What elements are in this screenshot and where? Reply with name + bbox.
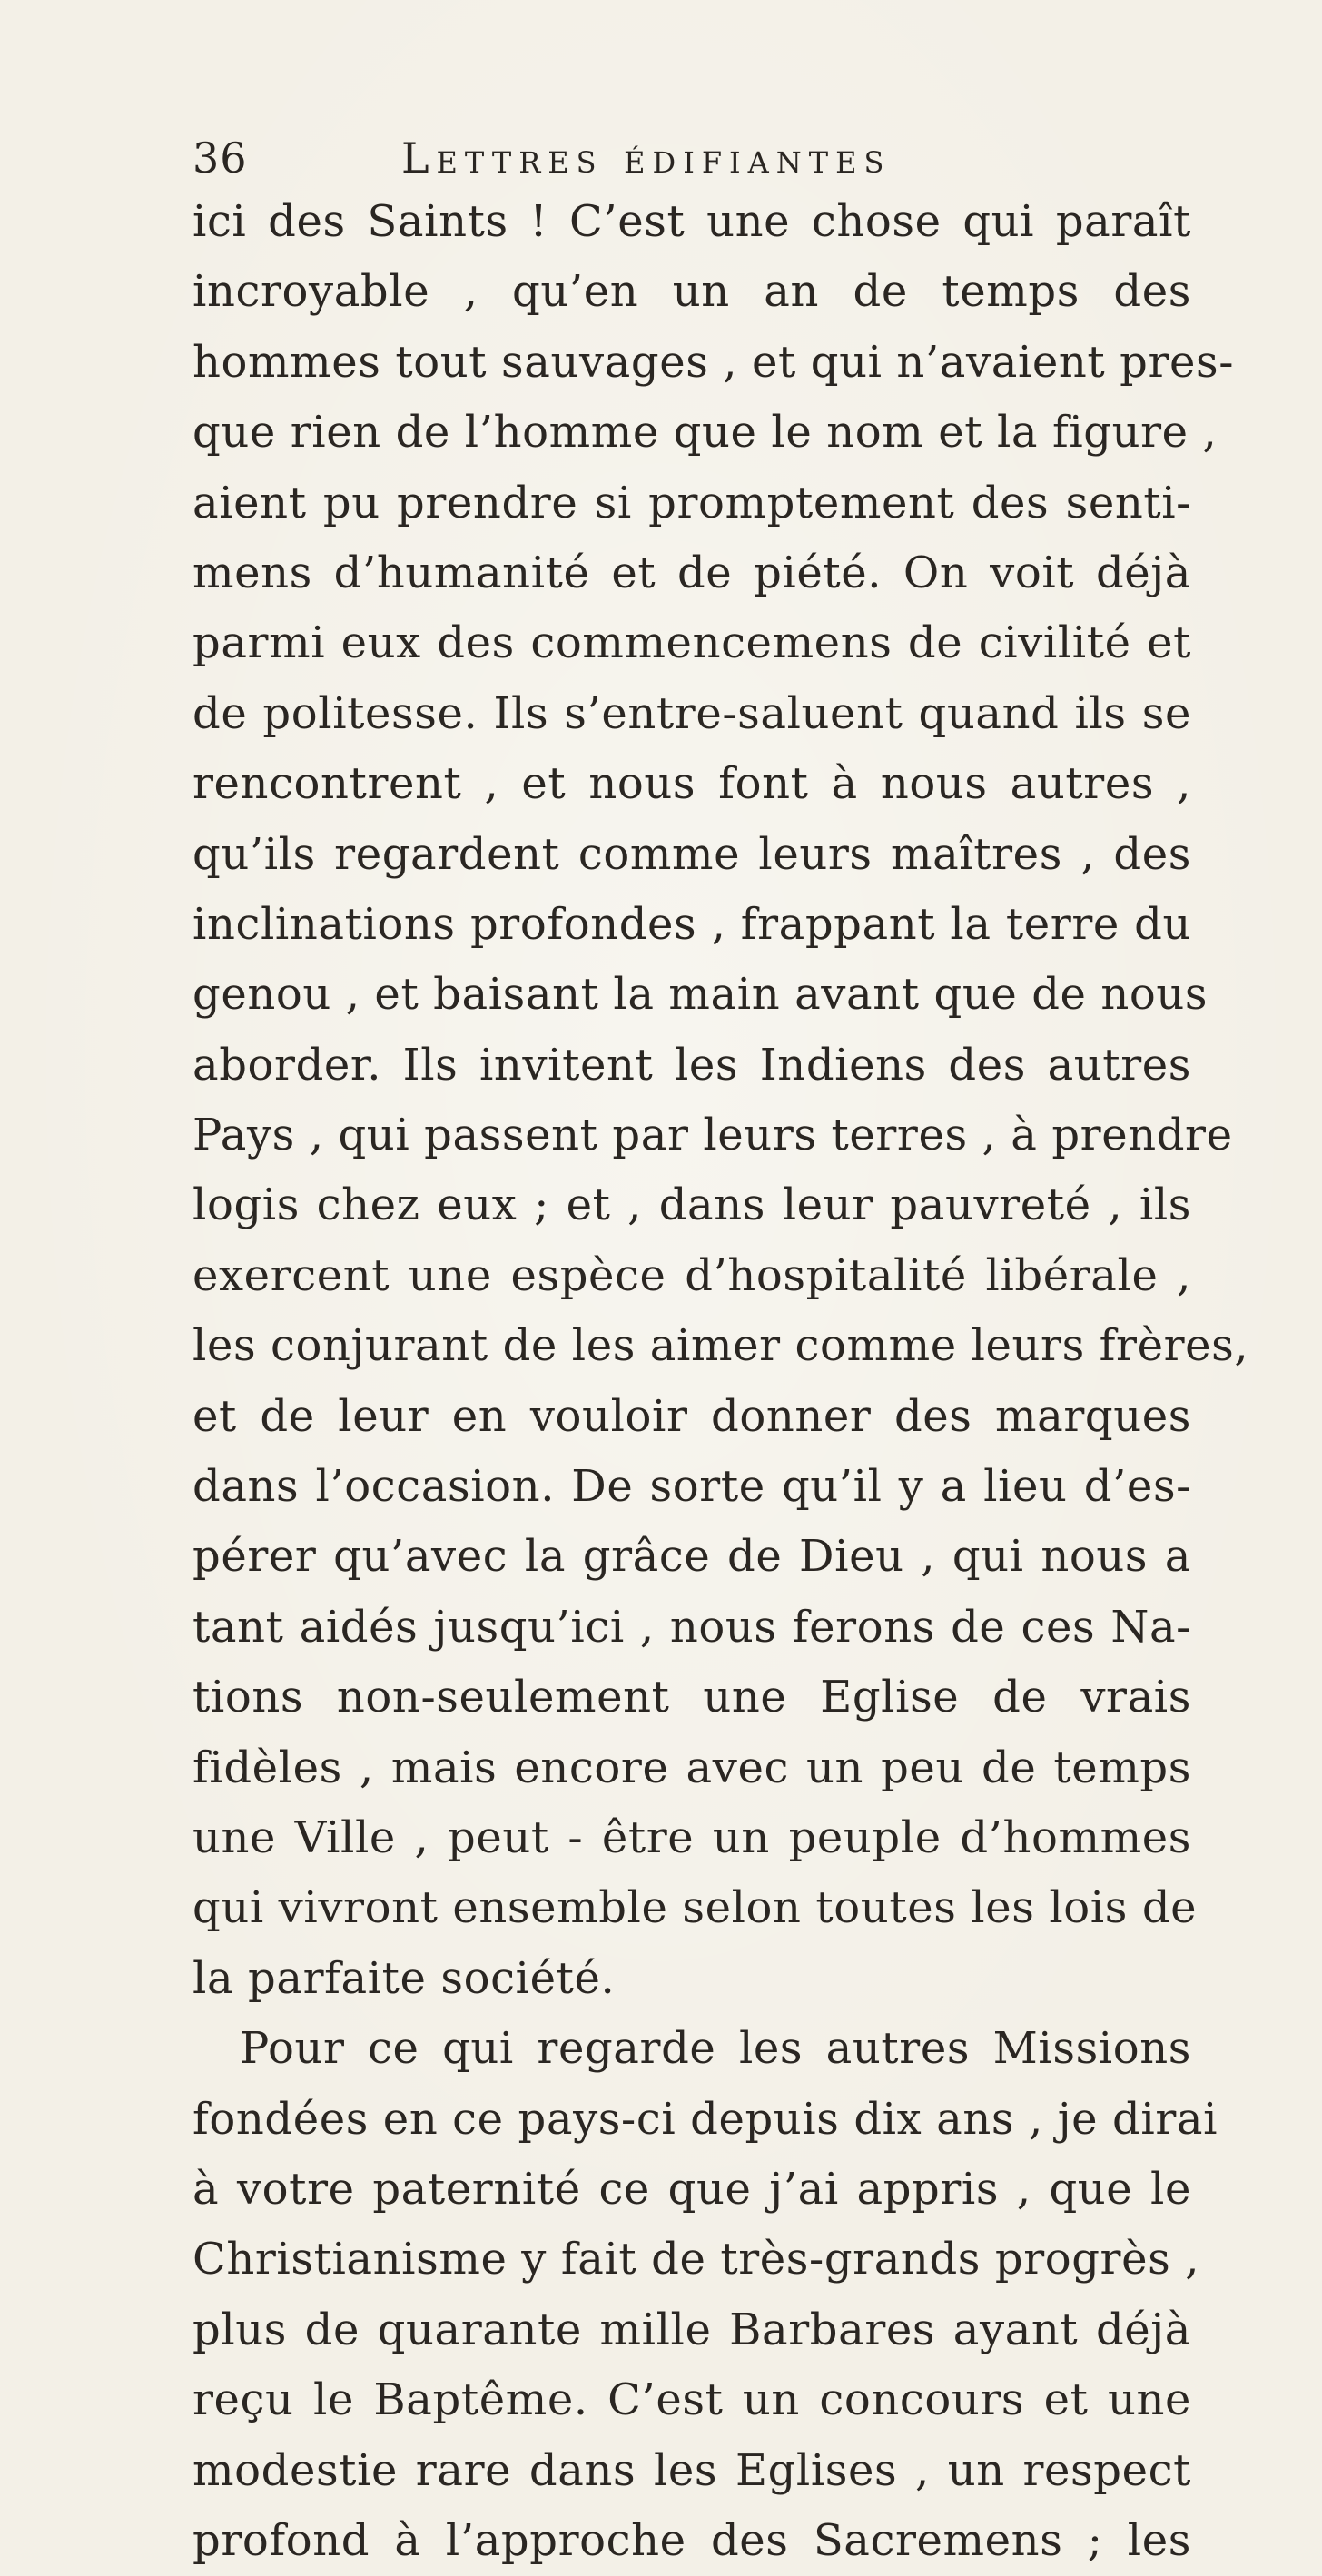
text-line: tions non-seulement une Eglise de vrais <box>192 1672 1191 1723</box>
text-line: logis chez eux ; et , dans leur pauvreté , ils <box>192 1179 1191 1231</box>
text-line: Christianisme y fait de très-grands progrès , <box>192 2234 1200 2285</box>
page-number: 36 <box>192 133 248 183</box>
text-line: Pour ce qui regarde les autres Missions <box>240 2023 1191 2075</box>
body-text <box>192 187 1249 2576</box>
text-line: les conjurant de les aimer comme leurs frères, <box>192 1320 1249 1372</box>
text-line: aient pu prendre si promptement des senti- <box>192 477 1191 528</box>
running-title: Lettres édifiantes <box>401 133 892 183</box>
page-header <box>192 133 1191 187</box>
text-line: profond à l’approche des Sacremens ; les <box>192 2514 1191 2566</box>
text-line: une Ville , peut - être un peuple d’hommes <box>192 1811 1191 1863</box>
text-line: et de leur en vouloir donner des marques <box>192 1390 1191 1442</box>
text-line: tant aidés jusqu’ici , nous ferons de ces Na- <box>192 1601 1191 1653</box>
text-line: incroyable , qu’en un an de temps des <box>192 266 1191 318</box>
text-line: que rien de l’homme que le nom et la figure , <box>192 407 1218 459</box>
text-line: parmi eux des commencemens de civilité et <box>192 617 1191 669</box>
text-line: plus de quarante mille Barbares ayant déjà <box>192 2304 1191 2355</box>
text-line: fondées en ce pays-ci depuis dix ans , je dirai <box>192 2093 1218 2145</box>
text-line: inclinations profondes , frappant la terre du <box>192 898 1191 950</box>
text-line: rencontrent , et nous font à nous autres , <box>192 758 1191 810</box>
text-line: hommes tout sauvages , et qui n’avaient pres- <box>192 336 1235 388</box>
text-line: exercent une espèce d’hospitalité libérale , <box>192 1249 1191 1301</box>
text-line: mens d’humanité et de piété. On voit déjà <box>192 547 1191 598</box>
text-line: qui vivront ensemble selon toutes les lois de <box>192 1882 1198 1934</box>
text-line: fidèles , mais encore avec un peu de temps <box>192 1742 1191 1793</box>
text-line: de politesse. Ils s’entre-saluent quand ils se <box>192 687 1191 739</box>
text-line: pérer qu’avec la grâce de Dieu , qui nous a <box>192 1531 1191 1583</box>
text-line: ici des Saints ! C’est une chose qui paraît <box>192 196 1191 247</box>
text-line: la parfaite société. <box>192 1952 616 2004</box>
text-line: modestie rare dans les Eglises , un respect <box>192 2444 1191 2496</box>
text-line: genou , et baisant la main avant que de nous <box>192 969 1209 1021</box>
text-line: aborder. Ils invitent les Indiens des autres <box>192 1039 1191 1091</box>
text-line: reçu le Baptême. C’est un concours et une <box>192 2374 1191 2426</box>
text-line: qu’ils regardent comme leurs maîtres , des <box>192 828 1191 880</box>
text-line: dans l’occasion. De sorte qu’il y a lieu d’es- <box>192 1461 1191 1513</box>
text-line: à votre paternité ce que j’ai appris , que le <box>192 2163 1191 2215</box>
text-line: Pays , qui passent par leurs terres , à prendre <box>192 1110 1233 1161</box>
